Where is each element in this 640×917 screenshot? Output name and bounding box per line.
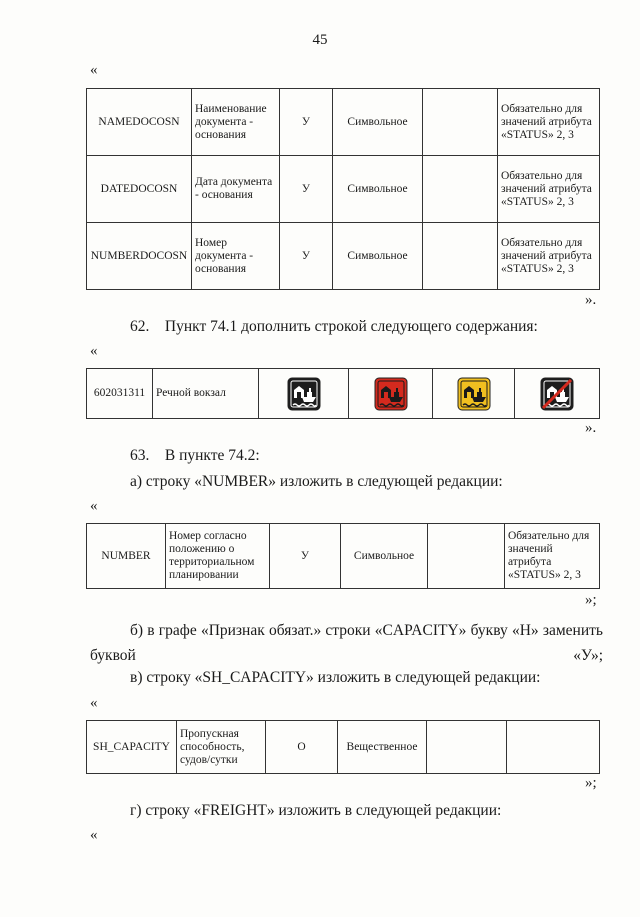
row-flag: У <box>280 89 333 156</box>
number-table <box>86 523 600 589</box>
close-quote-3: »; <box>585 592 597 608</box>
paragraph-v: в) строку «SH_CAPACITY» изложить в следующей редакции: <box>130 669 541 686</box>
row-note: Обязательно для значений атрибута «STATUS» 2, 3 <box>498 223 600 290</box>
symbol-code: 602031311 <box>87 369 153 419</box>
row-empty <box>423 156 498 223</box>
open-quote-2: « <box>90 343 98 359</box>
number-note: Обязательно для значений атрибута «STATUS» 2, 3 <box>505 524 600 589</box>
river-station-red-icon <box>374 377 408 411</box>
number-code: NUMBER <box>87 524 166 589</box>
row-type: Символьное <box>333 223 423 290</box>
sh-capacity-name: Пропускная способность, судов/сутки <box>177 721 266 774</box>
open-quote-3: « <box>90 498 98 514</box>
river-station-yellow-icon <box>457 377 491 411</box>
row-note: Обязательно для значений атрибута «STATUS» 2, 3 <box>498 156 600 223</box>
paragraph-a: а) строку «NUMBER» изложить в следующей редакции: <box>130 473 503 490</box>
row-name: Наименование документа - основания <box>192 89 280 156</box>
open-quote-5: « <box>90 827 98 843</box>
open-quote-4: « <box>90 695 98 711</box>
close-quote-1: ». <box>585 292 597 308</box>
sh-capacity-code: SH_CAPACITY <box>87 721 177 774</box>
row-empty <box>423 89 498 156</box>
row-type: Символьное <box>333 156 423 223</box>
number-flag: У <box>270 524 341 589</box>
symbol-name: Речной вокзал <box>153 369 259 419</box>
page-number: 45 <box>312 32 328 48</box>
sh-capacity-empty-1 <box>427 721 507 774</box>
open-quote-1: « <box>90 62 98 78</box>
number-name: Номер согласно положению о территориальном планировании <box>166 524 270 589</box>
number-type: Символьное <box>341 524 428 589</box>
row-flag: У <box>280 223 333 290</box>
paragraph-g: г) строку «FREIGHT» изложить в следующей редакции: <box>130 802 502 819</box>
paragraph-b-text: б) в графе «Признак обязат.» строки «CAPACITY» букву «Н» заменить буквой «У»; <box>90 622 603 664</box>
row-code: NAMEDOCOSN <box>87 89 192 156</box>
sh-capacity-type: Вещественное <box>338 721 427 774</box>
number-empty <box>428 524 505 589</box>
attributes-table-1 <box>86 88 600 290</box>
paragraph-b <box>90 618 603 668</box>
close-quote-4: »; <box>585 775 597 791</box>
row-name: Номер документа - основания <box>192 223 280 290</box>
row-code: DATEDOCOSN <box>87 156 192 223</box>
row-flag: У <box>280 156 333 223</box>
river-station-crossed-icon <box>540 377 574 411</box>
table-row <box>87 89 600 156</box>
sh-capacity-flag: О <box>266 721 338 774</box>
sh-capacity-empty-2 <box>507 721 600 774</box>
symbols-table <box>86 368 600 419</box>
row-note: Обязательно для значений атрибута «STATUS» 2, 3 <box>498 89 600 156</box>
row-name: Дата документа - основания <box>192 156 280 223</box>
paragraph-63: 63. В пункте 74.2: <box>130 447 260 464</box>
row-code: NUMBERDOCOSN <box>87 223 192 290</box>
row-empty <box>423 223 498 290</box>
river-station-black-icon <box>287 377 321 411</box>
sh-capacity-table <box>86 720 600 774</box>
table-row <box>87 156 600 223</box>
row-type: Символьное <box>333 89 423 156</box>
paragraph-62: 62. Пункт 74.1 дополнить строкой следующего содержания: <box>130 318 538 335</box>
close-quote-2: ». <box>585 420 597 436</box>
table-row <box>87 223 600 290</box>
